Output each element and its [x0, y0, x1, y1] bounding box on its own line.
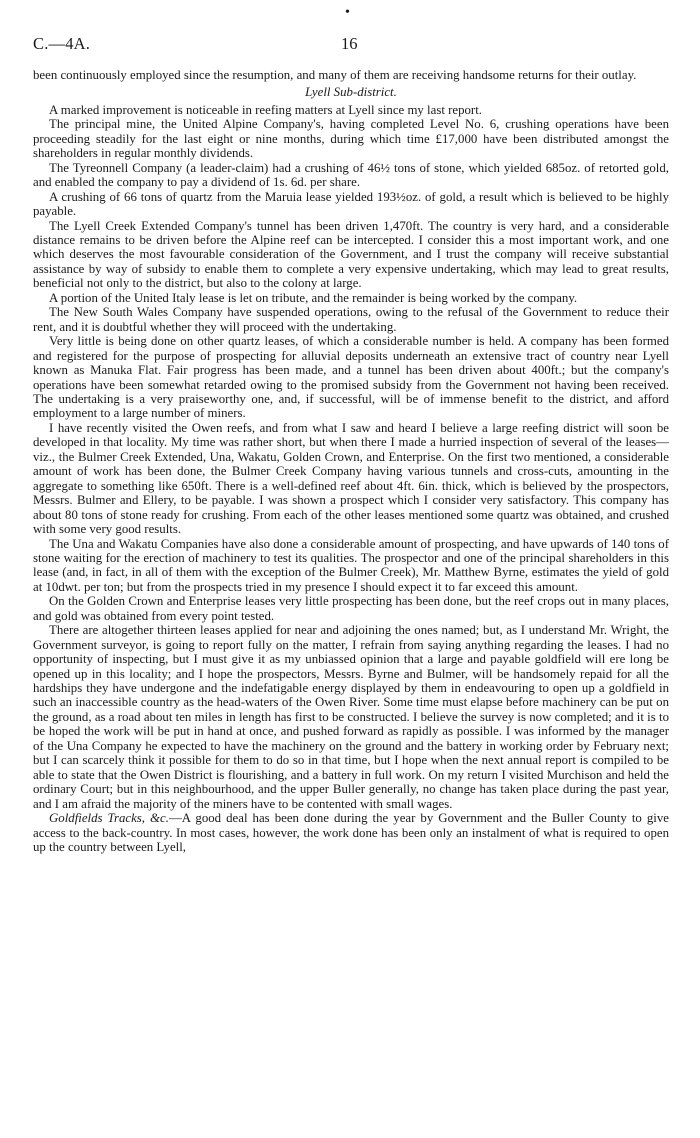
- paragraph-goldfields-tracks: [33, 811, 669, 854]
- paragraph: The Lyell Creek Extended Company's tunnel has been driven 1,470ft. The country is very hard, and a considerable distance remains to be driven before the Alpine reef can be intercepted. I consider this a most important work, and one which deserves the most favourable consideration of the Government, and I trust the company will receive substantial assistance by way of subsidy to enable them to complete a very expensive undertaking, which may lead to great results, beneficial not only to the district, but also to the colony at large.: [33, 218, 669, 291]
- paragraph: I have recently visited the Owen reefs, and from what I saw and heard I believe a large reefing district will soon be developed in that locality. My time was rather short, but when there I made a hurried inspection of several of the leases—viz., the Bulmer Creek Extended, Una, Wakatu, Golden Crown, and Enterprise. On the first two mentioned, a considerable amount of work has been done, the Bulmer Creek Company having various tunnels and cross-cuts, amounting in the aggregate to something like 650ft. There is a well-defined reef about 4ft. 6in. thick, which is believed by the prospectors, Messrs. Bulmer and Ellery, to be payable. I was shown a prospect which I consider very satisfactory. This company has about 80 tons of stone ready for crushing. From each of the other leases mentioned some quartz was obtained, and crushed with some very good results.: [33, 420, 669, 537]
- document-reference: C.—4A.: [33, 34, 91, 53]
- page-dot-mark: •: [345, 5, 350, 20]
- page-header: [33, 34, 669, 56]
- section-heading: Lyell Sub-district.: [305, 85, 397, 100]
- page-number: 16: [341, 34, 358, 53]
- paragraph: The New South Wales Company have suspended operations, owing to the refusal of the Government to reduce their rent, and it is doubtful whether they will proceed with the undertaking.: [33, 305, 669, 334]
- paragraph: There are altogether thirteen leases applied for near and adjoining the ones named; but, as I understand Mr. Wright, the Government surveyor, is going to report fully on the matter, I refrain from saying anything regarding the leases. I had no opportunity of inspecting, but I must give it as my unbiassed opinion that a large and payable goldfield will ere long be opened up in this locality; and I hope the prospectors, Messrs. Byrne and Bulmer, will be handsomely repaid for all the hardships they have undergone and the indefatigable energy displayed by them in endeavouring to open up a goldfield in such an inaccessible country as the head-waters of the Owen River. Some time must elapse before machinery can be put on the ground, as a road about ten miles in length has first to be constructed. I believe the survey is now completed; and it is to be hoped the work will be put in hand at once, and pushed forward as rapidly as possible. I was informed by the manager of the Una Company he expected to have the machinery on the ground and the battery in working order by February next; but I can scarcely think it possible for them to do so in that time, but I hope when the next annual report is compiled to be able to state that the Owen District is flourishing, and a battery in full work. On my return I visited Murchison and held the ordinary Court; but in this neighbourhood, and the upper Buller generally, no change has taken place during the past year, and I am afraid the majority of the miners have to be contented with small wages.: [33, 623, 669, 811]
- paragraph-continuation: been continuously employed since the resumption, and many of them are receiving handsome returns for their outlay.: [33, 68, 637, 82]
- paragraph: The Una and Wakatu Companies have also done a considerable amount of prospecting, and have upwards of 140 tons of stone waiting for the erection of machinery to test its qualities. The prospector and one of the principal shareholders in this lease (and, in fact, in all of them with the exception of the Bulmer Creek), Mr. Matthew Byrne, estimates the yield of gold at 10dwt. per ton; but from the prospects tried in my presence I should expect it to far exceed this amount.: [33, 536, 669, 594]
- paragraph: A crushing of 66 tons of quartz from the Maruia lease yielded 193½oz. of gold, a result which is believed to be highly payable.: [33, 189, 669, 219]
- paragraph: The principal mine, the United Alpine Company's, having completed Level No. 6, crushing operations have been proceeding steadily for the last eight or nine months, during which time £17,000 have been distributed amongst the shareholders in regular monthly dividends.: [33, 117, 669, 161]
- paragraph-text: —A good deal has been done during the year by Government and the Buller County to give access to the back-country. In most cases, however, the work done has been only an instalment of what is required to open up the country between Lyell,: [33, 811, 669, 855]
- document-body: [33, 68, 669, 854]
- paragraph: A portion of the United Italy lease is let on tribute, and the remainder is being worked by the company.: [49, 290, 578, 305]
- paragraph-lead-italic: Goldfields Tracks, &c.: [49, 811, 169, 826]
- paragraph: The Tyreonnell Company (a leader-claim) had a crushing of 46½ tons of stone, which yielded 685oz. of retorted gold, and enabled the company to pay a dividend of 1s. 6d. per share.: [33, 160, 669, 190]
- paragraph: On the Golden Crown and Enterprise leases very little prospecting has been done, but the reef crops out in many places, and gold was obtained from every point tested.: [33, 594, 669, 623]
- paragraph: Very little is being done on other quartz leases, of which a considerable number is held. A company has been formed and registered for the purpose of prospecting for alluvial deposits underneath an extensive tract of country near Lyell known as Manuka Flat. Fair progress has been made, and a tunnel has been driven about 400ft.; but the company's operations have been somewhat retarded owing to the promised subsidy from the Government not having been received. The undertaking is a very praiseworthy one, and, if successful, will be of immense benefit to the district, and afford employment to a large number of miners.: [33, 334, 669, 421]
- paragraph: A marked improvement is noticeable in reefing matters at Lyell since my last report.: [49, 102, 482, 117]
